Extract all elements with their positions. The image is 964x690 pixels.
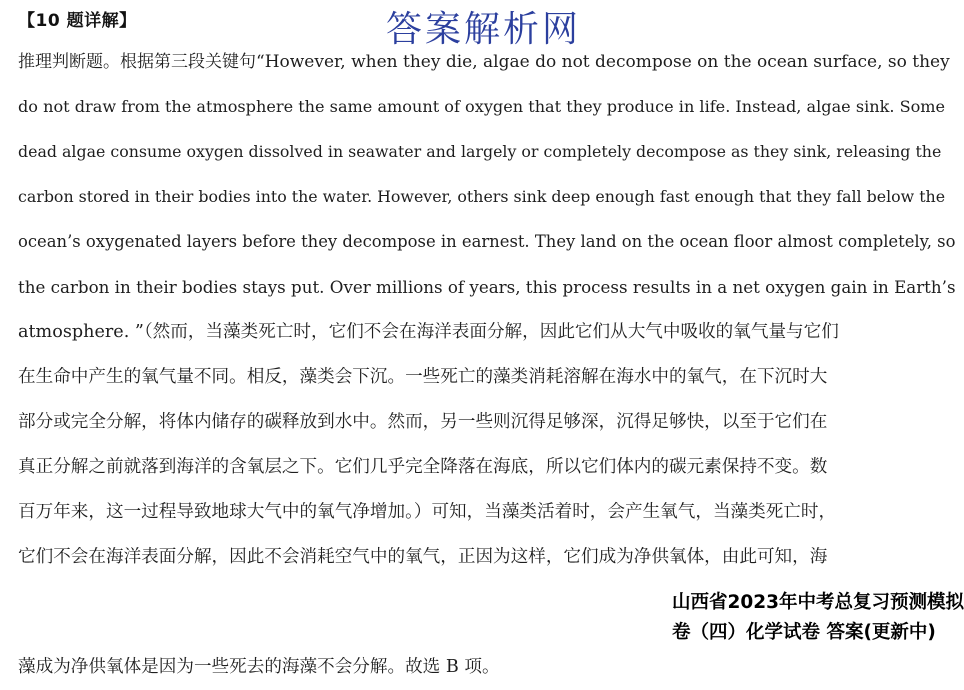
explanation-line-9: 部分或完全分解，将体内储存的碳释放到水中。然而，另一些则沉得足够深，沉得足够快，以至于它们在 [18,412,828,432]
explanation-line-3: dead algae consume oxygen dissolved in seawater and largely or completely decompose as they sink, releasing the [18,142,942,161]
watermark-logo: 答案解析网 [386,9,582,50]
explanation-line-7: atmosphere. ”（然而，当藻类死亡时，它们不会在海洋表面分解，因此它们从大气中吸收的氧气量与它们 [18,322,839,342]
explanation-line-2: do not draw from the atmosphere the same amount of oxygen that they produce in life. Instead, algae sink. Some [18,97,946,116]
explanation-line-6: the carbon in their bodies stays put. Over millions of years, this process results in a net oxygen gain in Earth’s [18,277,956,297]
explanation-line-10: 真正分解之前就落到海洋的含氧层之下。它们几乎完全降落在海底，所以它们体内的碳元素保持不变。数 [18,457,828,477]
explanation-line-5: ocean’s oxygenated layers before they decompose in earnest. They land on the ocean floor almost completely, so [18,232,956,251]
explanation-line-8: 在生命中产生的氧气量不同。相反，藻类会下沉。一些死亡的藻类消耗溶解在海水中的氧气，在下沉时大 [18,367,828,387]
explanation-line-4: carbon stored in their bodies into the water. However, others sink deep enough fast enough that they fall below the [18,187,946,206]
explanation-line-13: 藻成为净供氧体是因为一些死去的海藻不会分解。故选 B 项。 [18,657,500,677]
explanation-line-1: 推理判断题。根据第三段关键句“However, when they die, algae do not decompose on the ocean surface, so they [18,52,950,72]
exam-title-link[interactable]: 山西省2023年中考总复习预测模拟卷（四）化学试卷 答案(更新中) [672,588,964,648]
question-heading: 【10 题详解】 [18,11,137,31]
explanation-line-11: 百万年来，这一过程导致地球大气中的氧气净增加。）可知，当藻类活着时，会产生氧气，当藻类死亡时， [18,502,837,522]
explanation-line-12: 它们不会在海洋表面分解，因此不会消耗空气中的氧气，正因为这样，它们成为净供氧体，由此可知，海 [18,547,828,567]
